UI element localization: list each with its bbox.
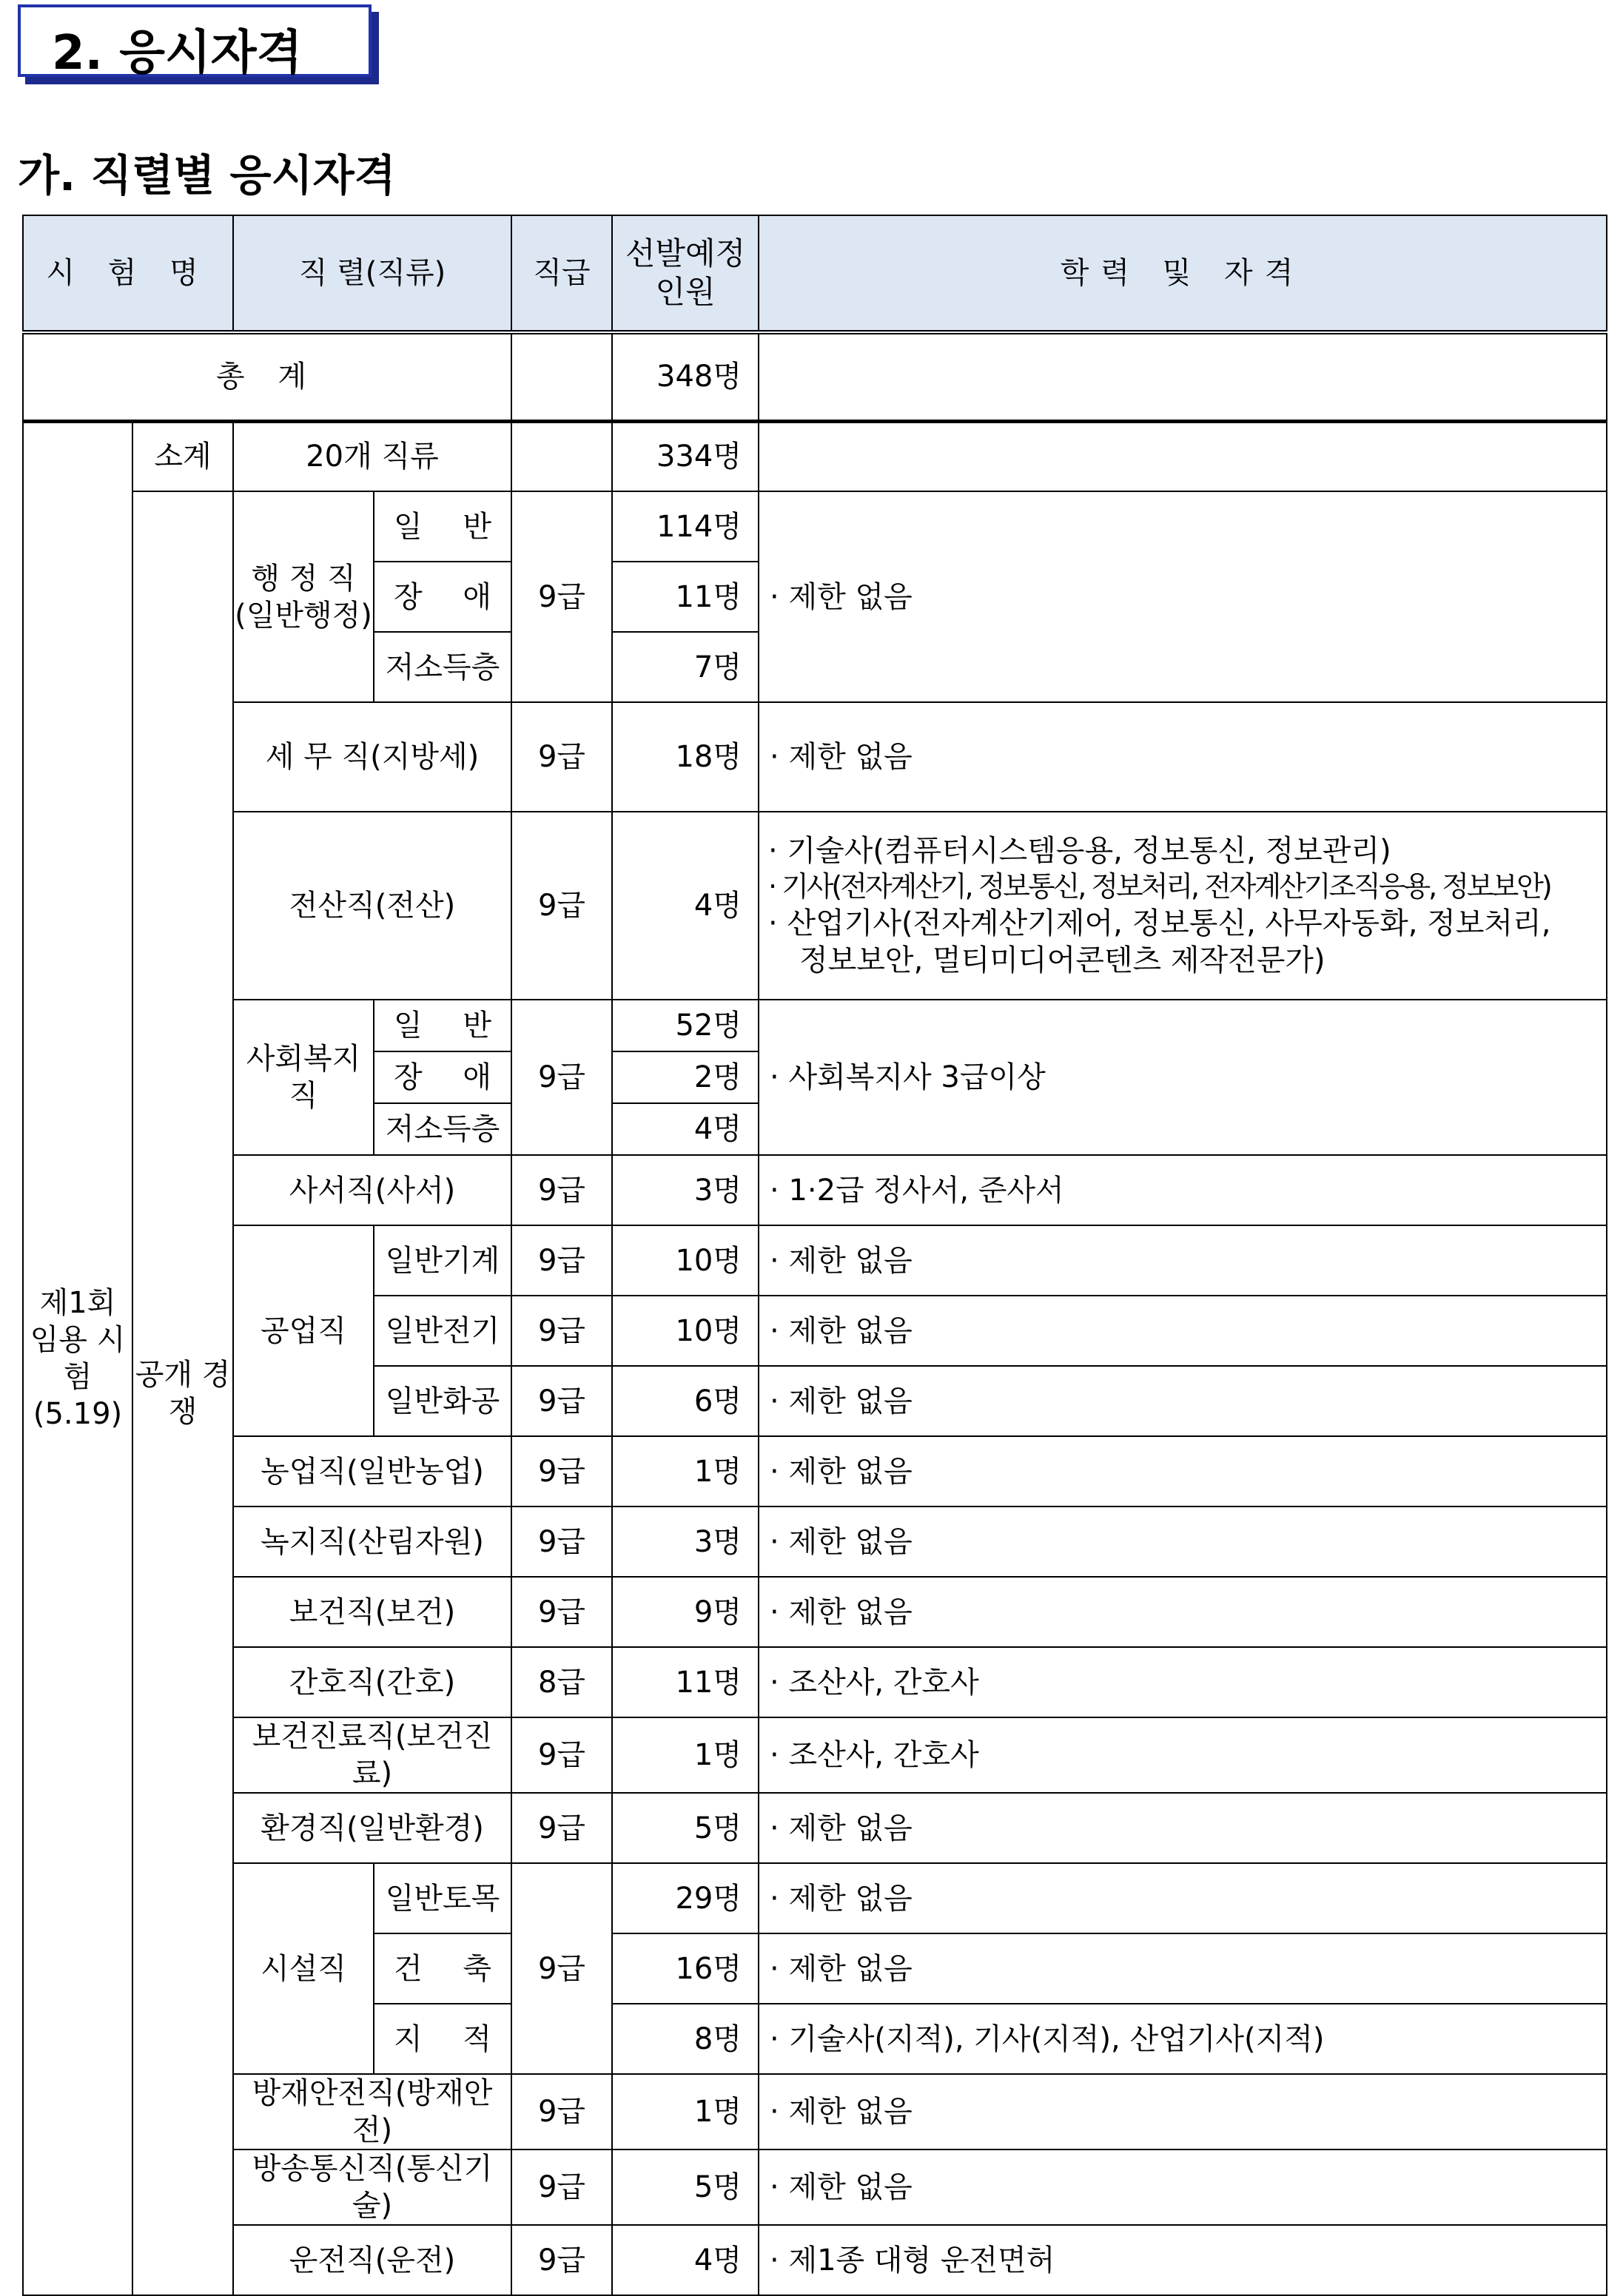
sub-label: 저소득층 (374, 632, 511, 702)
header-row (23, 215, 1607, 332)
table-row (23, 1793, 1607, 1863)
table-row (23, 1863, 1607, 1933)
grade: 9급 (511, 1000, 612, 1155)
table-row (23, 2225, 1607, 2295)
grade: 8급 (511, 1647, 612, 1717)
table-row (23, 421, 1607, 491)
requirement-item: 정보보안, 멀티미디어콘텐츠 제작전문가) (799, 943, 1325, 977)
table-row (23, 812, 1607, 1000)
series-name: 보건진료직(보건진료) (233, 1717, 511, 1793)
count: 11명 (612, 1647, 759, 1717)
qualification-table (22, 215, 1607, 2296)
count: 52명 (612, 1000, 759, 1051)
requirement: · 제한 없음 (759, 1577, 1607, 1647)
grade: 9급 (511, 1366, 612, 1436)
header-positions: 선발예정인원 (612, 215, 759, 332)
grade: 9급 (511, 1296, 612, 1366)
subtotal-count: 334명 (612, 421, 759, 491)
sub-label: 건 축 (374, 1933, 511, 2004)
series-name: 보건직(보건) (233, 1577, 511, 1647)
sub-label: 저소득층 (374, 1103, 511, 1155)
requirement: · 제한 없음 (759, 2149, 1607, 2225)
grade: 9급 (511, 1225, 612, 1296)
grade: 9급 (511, 2149, 612, 2225)
count: 4명 (612, 812, 759, 1000)
count: 5명 (612, 2149, 759, 2225)
table-row (23, 2074, 1607, 2149)
table-row (23, 1155, 1607, 1225)
requirement: · 제한 없음 (759, 1506, 1607, 1577)
grade: 9급 (511, 1577, 612, 1647)
grade: 9급 (511, 2225, 612, 2295)
requirement-item: · 기술사(컴퓨터시스템응용, 정보통신, 정보관리) (768, 834, 1391, 869)
count: 3명 (612, 1506, 759, 1577)
subtotal-grade (511, 421, 612, 491)
grade: 9급 (511, 1436, 612, 1506)
series-name: 방재안전직(방재안전) (233, 2074, 511, 2149)
requirement: · 제한 없음 (759, 1793, 1607, 1863)
grade: 9급 (511, 1793, 612, 1863)
count: 1명 (612, 1436, 759, 1506)
grade: 9급 (511, 1155, 612, 1225)
table-row (23, 491, 1607, 562)
total-grade (511, 332, 612, 421)
table-row (23, 1647, 1607, 1717)
count: 4명 (612, 1103, 759, 1155)
requirement: · 제한 없음 (759, 1436, 1607, 1506)
series-name: 방송통신직(통신기술) (233, 2149, 511, 2225)
count: 29명 (612, 1863, 759, 1933)
header-series: 직 렬(직류) (233, 215, 511, 332)
series-name: 농업직(일반농업) (233, 1436, 511, 1506)
count: 4명 (612, 2225, 759, 2295)
grade: 9급 (511, 1863, 612, 2074)
section-title-box (18, 4, 372, 81)
requirement: · 제한 없음 (759, 1296, 1607, 1366)
series-name: 시설직 (233, 1863, 374, 2074)
count: 8명 (612, 2004, 759, 2074)
requirement: · 제한 없음 (759, 1863, 1607, 1933)
grade: 9급 (511, 1717, 612, 1793)
grade: 9급 (511, 812, 612, 1000)
sub-label: 지 적 (374, 2004, 511, 2074)
requirement: · 제한 없음 (759, 702, 1607, 812)
open-competition: 공개 경쟁 (132, 491, 233, 2295)
header-exam: 시 험 명 (23, 215, 233, 332)
series-name: 공업직 (233, 1225, 374, 1436)
total-req (759, 332, 1607, 421)
total-count: 348명 (612, 332, 759, 421)
sub-label: 일반화공 (374, 1366, 511, 1436)
requirement: · 제한 없음 (759, 1366, 1607, 1436)
table-row (23, 1506, 1607, 1577)
series-name: 전산직(전산) (233, 812, 511, 1000)
series-name: 사서직(사서) (233, 1155, 511, 1225)
requirement-item: · 산업기사(전자계산기제어, 정보통신, 사무자동화, 정보처리, (768, 906, 1551, 940)
requirement: · 1·2급 정사서, 준사서 (759, 1155, 1607, 1225)
series-name: 세 무 직(지방세) (233, 702, 511, 812)
sub-label: 일반전기 (374, 1296, 511, 1366)
total-row (23, 332, 1607, 421)
requirement: · 제한 없음 (759, 1225, 1607, 1296)
requirement: · 제한 없음 (759, 1933, 1607, 2004)
count: 2명 (612, 1051, 759, 1103)
count: 16명 (612, 1933, 759, 2004)
header-grade: 직급 (511, 215, 612, 332)
subtotal-label: 소계 (132, 421, 233, 491)
table-row (23, 1225, 1607, 1296)
series-name: 운전직(운전) (233, 2225, 511, 2295)
sub-label: 장 애 (374, 562, 511, 632)
total-label: 총 계 (23, 332, 511, 421)
count: 10명 (612, 1225, 759, 1296)
requirement: · 사회복지사 3급이상 (759, 1000, 1607, 1155)
series-name: 간호직(간호) (233, 1647, 511, 1717)
sub-label: 일반토목 (374, 1863, 511, 1933)
count: 1명 (612, 1717, 759, 1793)
requirement-item: · 기사(전자계산기, 정보통신, 정보처리, 전자계산기조직응용, 정보보안) (768, 870, 1550, 903)
series-name: 사회복지직 (233, 1000, 374, 1155)
table-row (23, 1436, 1607, 1506)
count: 7명 (612, 632, 759, 702)
series-name: 행 정 직 (일반행정) (233, 491, 374, 702)
table-row (23, 2149, 1607, 2225)
table-row (23, 1717, 1607, 1793)
exam-name: 제1회 임용 시험 (5.19) (23, 421, 132, 2295)
subtotal-series: 20개 직류 (233, 421, 511, 491)
requirement: · 제한 없음 (759, 491, 1607, 702)
sub-label: 일반기계 (374, 1225, 511, 1296)
count: 18명 (612, 702, 759, 812)
count: 3명 (612, 1155, 759, 1225)
series-name: 환경직(일반환경) (233, 1793, 511, 1863)
requirement-list (759, 812, 1607, 1000)
subtotal-req (759, 421, 1607, 491)
count: 5명 (612, 1793, 759, 1863)
count: 6명 (612, 1366, 759, 1436)
requirement: · 기술사(지적), 기사(지적), 산업기사(지적) (759, 2004, 1607, 2074)
requirement: · 조산사, 간호사 (759, 1647, 1607, 1717)
subheading: 가. 직렬별 응시자격 (18, 150, 396, 201)
grade: 9급 (511, 1506, 612, 1577)
sub-label: 일 반 (374, 491, 511, 562)
requirement: · 조산사, 간호사 (759, 1717, 1607, 1793)
sub-label: 일 반 (374, 1000, 511, 1051)
table-row (23, 1000, 1607, 1051)
requirement: · 제한 없음 (759, 2074, 1607, 2149)
sub-label: 장 애 (374, 1051, 511, 1103)
header-requirements: 학력 및 자격 (759, 215, 1607, 332)
grade: 9급 (511, 2074, 612, 2149)
count: 11명 (612, 562, 759, 632)
table-row (23, 1577, 1607, 1647)
grade: 9급 (511, 702, 612, 812)
table-row (23, 702, 1607, 812)
count: 10명 (612, 1296, 759, 1366)
grade: 9급 (511, 491, 612, 702)
series-name: 녹지직(산림자원) (233, 1506, 511, 1577)
requirement: · 제1종 대형 운전면허 (759, 2225, 1607, 2295)
count: 9명 (612, 1577, 759, 1647)
count: 1명 (612, 2074, 759, 2149)
count: 114명 (612, 491, 759, 562)
section-title: 2. 응시자격 (52, 26, 303, 81)
